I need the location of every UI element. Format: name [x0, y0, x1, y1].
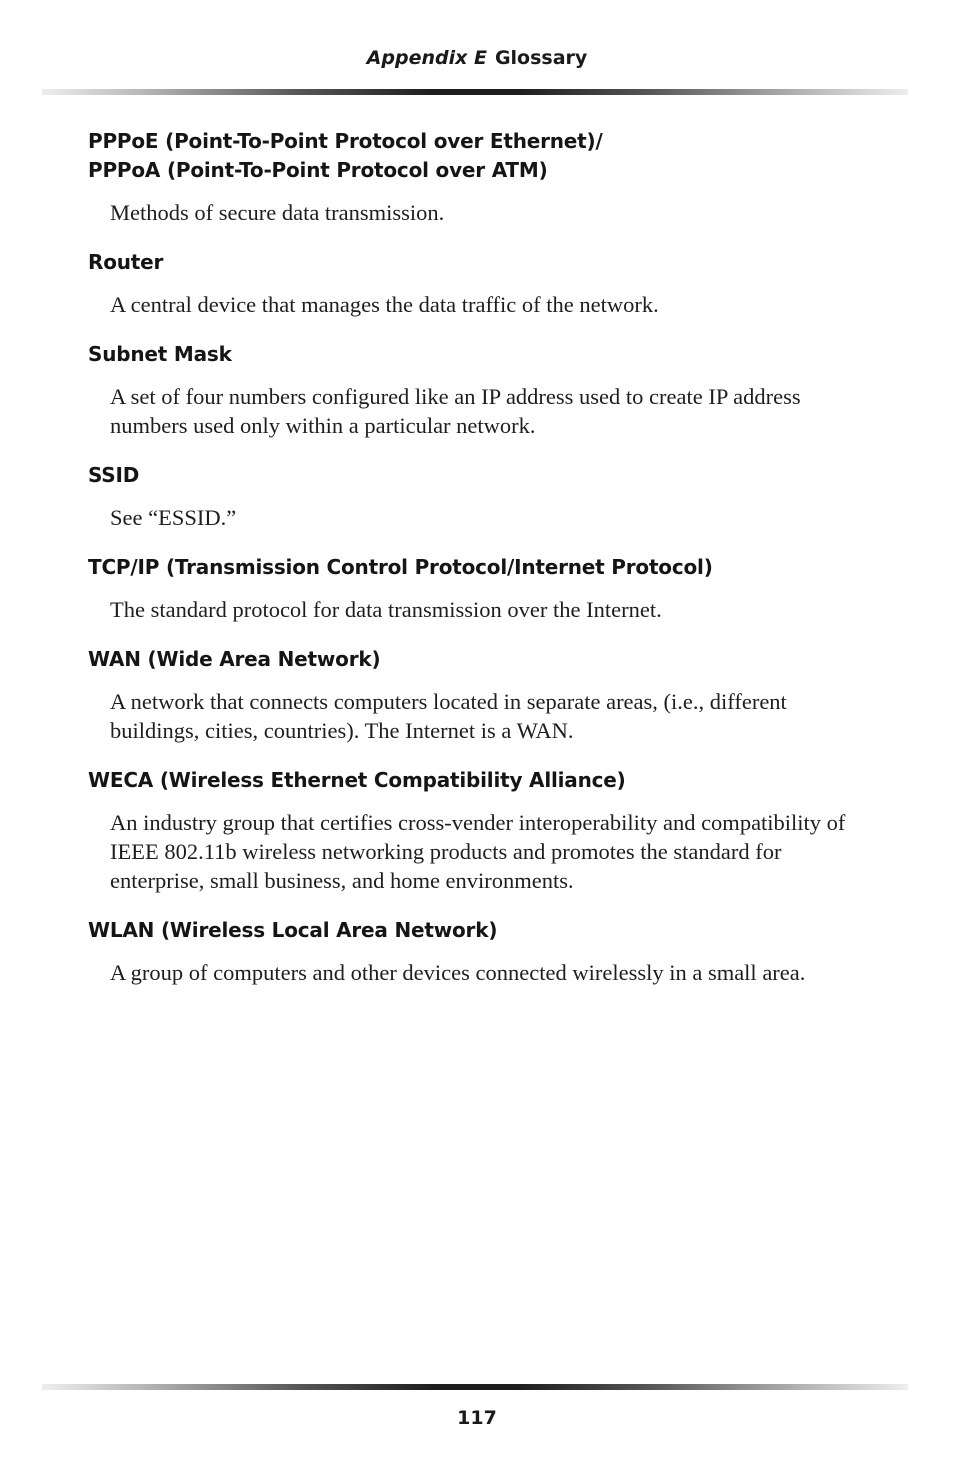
glossary-entry-weca — [88, 766, 878, 895]
glossary-term: WLAN (Wireless Local Area Network) — [88, 918, 498, 942]
appendix-label: Appendix E — [366, 47, 487, 69]
glossary-term: Subnet Mask — [88, 342, 232, 366]
glossary-entry-ssid — [88, 461, 878, 532]
glossary-body — [88, 127, 878, 987]
glossary-term-line-1: PPPoE (Point-To-Point Protocol over Ethernet)/ — [88, 129, 603, 153]
page-number: 117 — [457, 1407, 497, 1429]
header-rule — [42, 89, 908, 95]
glossary-term — [88, 127, 878, 185]
footer-rule — [42, 1384, 908, 1390]
glossary-definition: A group of computers and other devices connected wirelessly in a small area. — [110, 960, 806, 985]
glossary-definition: A set of four numbers configured like an IP address used to create IP address numbers used only within a particular network. — [110, 384, 801, 438]
glossary-entry-wlan — [88, 916, 878, 987]
glossary-entry-wan — [88, 645, 878, 745]
section-title: Glossary — [494, 47, 588, 69]
running-header — [0, 44, 954, 72]
glossary-definition: Methods of secure data transmission. — [110, 200, 445, 225]
glossary-term: WECA (Wireless Ethernet Compatibility Alliance) — [88, 768, 626, 792]
glossary-definition: A central device that manages the data traffic of the network. — [110, 292, 659, 317]
glossary-term: WAN (Wide Area Network) — [88, 647, 381, 671]
glossary-term: Router — [88, 250, 164, 274]
glossary-term-line-2: PPPoA (Point-To-Point Protocol over ATM) — [88, 158, 548, 182]
glossary-definition: See “ESSID.” — [110, 505, 237, 530]
glossary-entry-router — [88, 248, 878, 319]
glossary-entry-subnet-mask — [88, 340, 878, 440]
glossary-entry-tcp-ip — [88, 553, 878, 624]
glossary-definition: A network that connects computers located in separate areas, (i.e., different buildings, cities, countries). The Internet is a WAN. — [110, 689, 787, 743]
glossary-entry-pppoe — [88, 127, 878, 227]
glossary-definition: An industry group that certifies cross-vender interoperability and compatibility of IEEE 802.11b wireless networking products and promotes the standard for enterprise, small business, and home environments. — [110, 810, 846, 893]
glossary-term: SSID — [88, 463, 140, 487]
glossary-term: TCP/IP (Transmission Control Protocol/Internet Protocol) — [88, 555, 713, 579]
glossary-definition: The standard protocol for data transmission over the Internet. — [110, 597, 662, 622]
